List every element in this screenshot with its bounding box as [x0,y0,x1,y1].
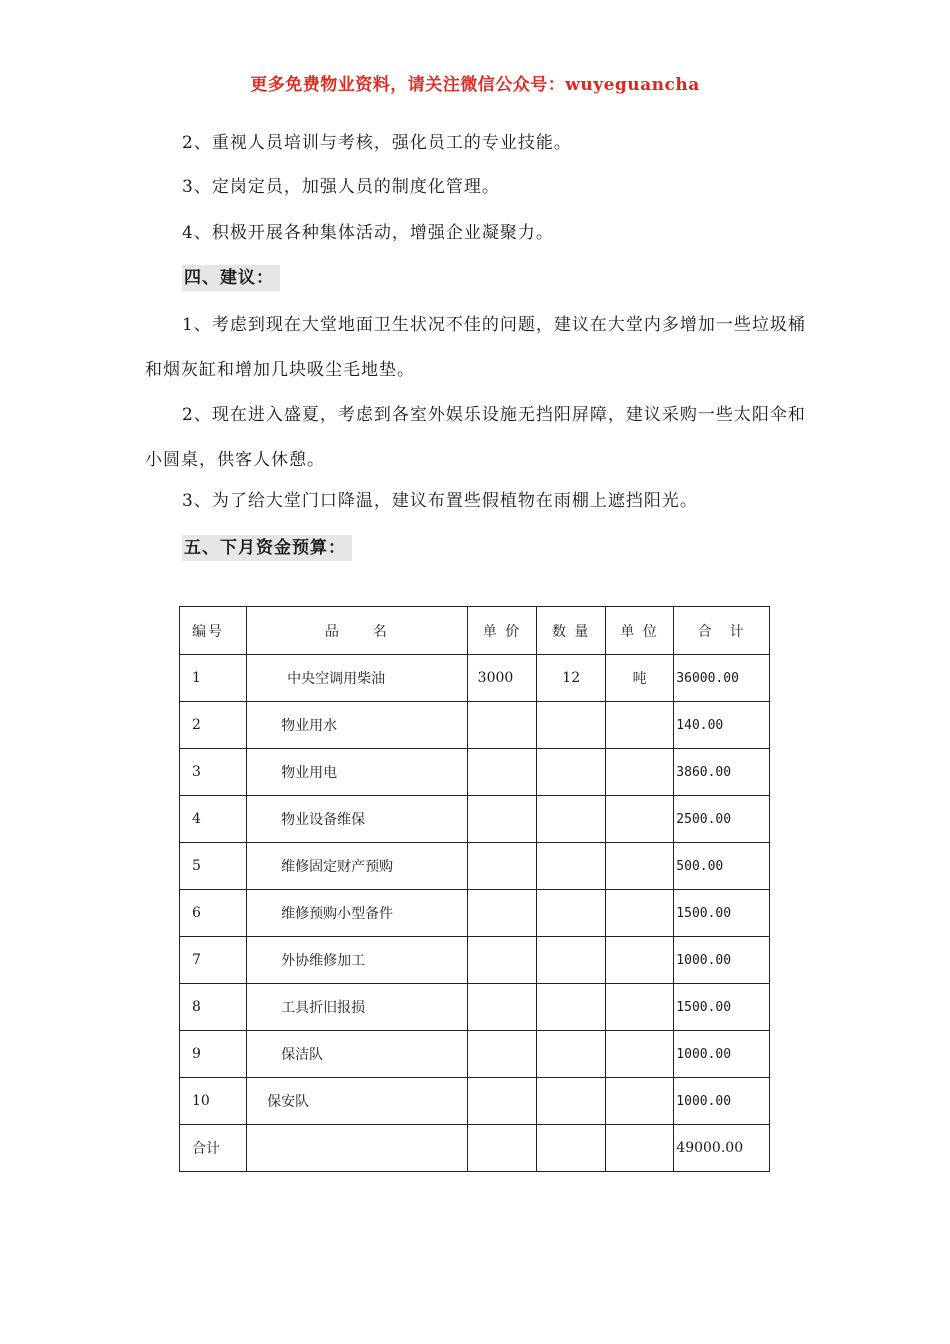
cell-unit [605,937,673,984]
header-name: 品 名 [247,607,468,655]
cell-no: 2 [180,702,247,749]
cell-price [467,937,537,984]
cell-unit [605,843,673,890]
cell-unit [605,702,673,749]
total-label: 合计 [180,1125,247,1172]
table-total-row [180,1125,770,1172]
cell-qty [537,890,605,937]
header-no: 编号 [180,607,247,655]
cell-qty [537,937,605,984]
cell-no: 9 [180,1031,247,1078]
cell-unit [605,1031,673,1078]
cell-total: 36000.00 [674,655,770,702]
cell-total: 1000.00 [674,937,770,984]
cell-qty [537,749,605,796]
cell-price [467,796,537,843]
table-row [180,1031,770,1078]
section-heading-suggestions: 四、建议： [182,265,280,291]
promo-banner: 更多免费物业资料，请关注微信公众号：wuyeguancha [250,75,700,95]
cell-total: 1000.00 [674,1031,770,1078]
grand-total: 49000.00 [674,1125,770,1172]
measure-item-3: 3、定岗定员，加强人员的制度化管理。 [182,177,500,197]
cell-total: 2500.00 [674,796,770,843]
cell-no: 1 [180,655,247,702]
measure-item-4: 4、积极开展各种集体活动，增强企业凝聚力。 [182,223,554,243]
cell-name: 物业设备维保 [247,796,468,843]
table-row [180,702,770,749]
table-row [180,890,770,937]
cell-unit [605,749,673,796]
cell-unit [605,890,673,937]
table-row [180,1078,770,1125]
cell-name: 工具折旧报损 [247,984,468,1031]
cell-total: 140.00 [674,702,770,749]
cell-price [467,702,537,749]
cell-qty: 12 [537,655,605,702]
header-price: 单 价 [467,607,537,655]
cell-unit [605,984,673,1031]
cell-price [467,984,537,1031]
cell-name: 维修固定财产预购 [247,843,468,890]
cell-qty [537,702,605,749]
suggestion-item-1: 1、考虑到现在大堂地面卫生状况不佳的问题，建议在大堂内多增加一些垃圾桶和烟灰缸和增加几块吸尘毛地垫。 [145,315,806,380]
cell-no: 8 [180,984,247,1031]
cell-qty [537,1078,605,1125]
total-empty-qty [537,1125,605,1172]
cell-price [467,890,537,937]
cell-no: 4 [180,796,247,843]
cell-name: 保安队 [247,1078,468,1125]
cell-no: 5 [180,843,247,890]
cell-price [467,1031,537,1078]
cell-unit [605,1078,673,1125]
cell-unit [605,796,673,843]
cell-price: 3000 [467,655,537,702]
table-row [180,796,770,843]
cell-total: 1500.00 [674,984,770,1031]
total-empty-price [467,1125,537,1172]
cell-name: 物业用水 [247,702,468,749]
cell-total: 1500.00 [674,890,770,937]
total-empty-unit [605,1125,673,1172]
total-empty-name [247,1125,468,1172]
table-row [180,655,770,702]
cell-qty [537,796,605,843]
cell-qty [537,843,605,890]
suggestion-item-2: 2、现在进入盛夏，考虑到各室外娱乐设施无挡阳屏障，建议采购一些太阳伞和小圆桌，供客人休憩。 [145,405,806,470]
cell-price [467,749,537,796]
table-row [180,749,770,796]
table-row [180,843,770,890]
header-total: 合 计 [674,607,770,655]
cell-name: 中央空调用柴油 [247,655,468,702]
suggestion-item-3: 3、为了给大堂门口降温，建议布置些假植物在雨棚上遮挡阳光。 [182,491,698,511]
section-heading-budget: 五、下月资金预算： [182,535,352,561]
cell-no: 6 [180,890,247,937]
cell-name: 保洁队 [247,1031,468,1078]
cell-no: 7 [180,937,247,984]
cell-qty [537,1031,605,1078]
cell-price [467,843,537,890]
table-row [180,937,770,984]
table-row [180,984,770,1031]
cell-unit: 吨 [605,655,673,702]
cell-total: 500.00 [674,843,770,890]
header-unit: 单 位 [605,607,673,655]
measure-item-2: 2、重视人员培训与考核，强化员工的专业技能。 [182,133,572,153]
cell-name: 物业用电 [247,749,468,796]
cell-total: 3860.00 [674,749,770,796]
cell-no: 10 [180,1078,247,1125]
table-header-row [180,607,770,655]
budget-table [179,606,770,1172]
cell-price [467,1078,537,1125]
cell-total: 1000.00 [674,1078,770,1125]
header-qty: 数 量 [537,607,605,655]
cell-name: 外协维修加工 [247,937,468,984]
cell-qty [537,984,605,1031]
cell-no: 3 [180,749,247,796]
cell-name: 维修预购小型备件 [247,890,468,937]
